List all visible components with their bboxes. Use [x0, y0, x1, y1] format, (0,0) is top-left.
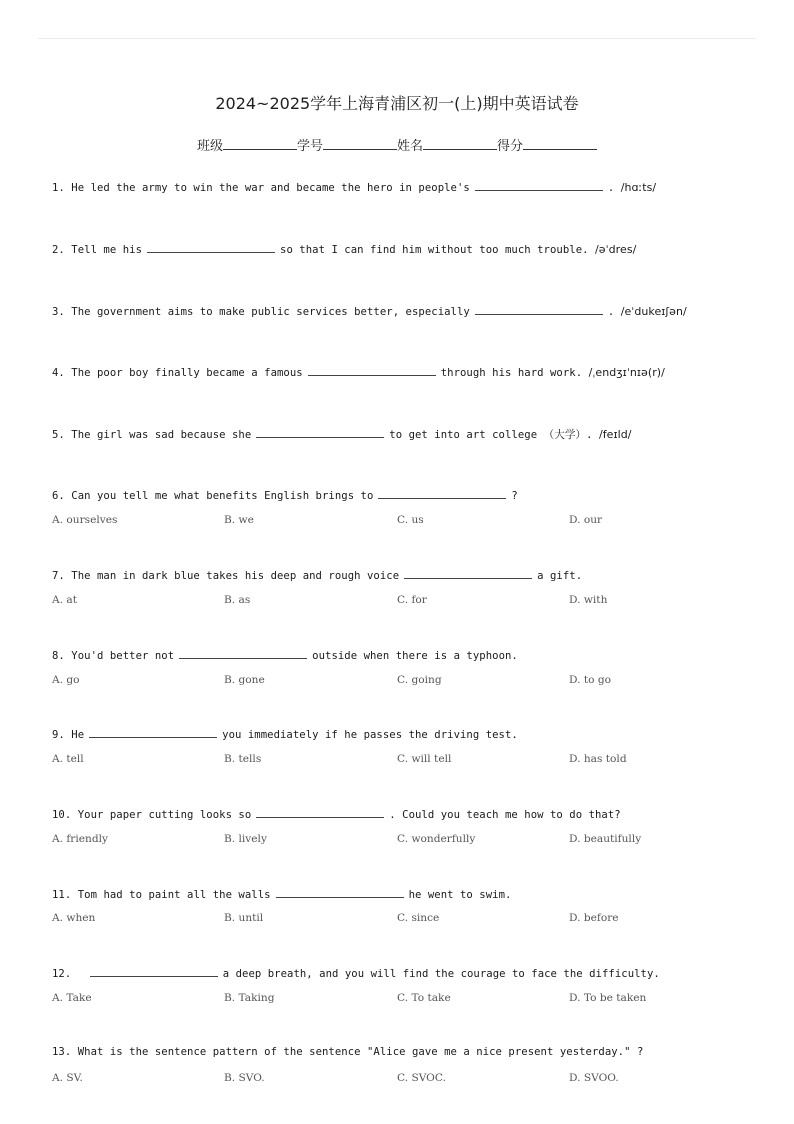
phonetic-hint: /hɑːts/ [620, 181, 657, 194]
question-text-after: . Could you teach me how to do that? [389, 809, 621, 821]
question-text-before: You'd better not [71, 650, 175, 662]
question-number: 6. [52, 490, 65, 502]
answer-blank[interactable] [308, 365, 436, 376]
question-9 [52, 727, 518, 741]
question-text-before: The government aims to make public services better, especially [71, 306, 470, 318]
student-info-line [0, 135, 794, 154]
option-a[interactable]: A. go [52, 674, 80, 686]
question-12 [52, 966, 660, 980]
question-number: 7. [52, 570, 65, 582]
question-text-before: He [71, 729, 85, 741]
question-5 [52, 427, 632, 442]
answer-blank[interactable] [378, 488, 506, 499]
phonetic-hint: /əˈdres/ [595, 243, 637, 256]
option-a[interactable]: A. at [52, 594, 77, 606]
question-text-before: What is the sentence pattern of the sentence "Alice gave me a nice present yesterday." ? [77, 1046, 644, 1058]
option-c[interactable]: C. will tell [397, 753, 452, 765]
phonetic-hint: /feɪld/ [599, 428, 632, 441]
question-number: 11. [52, 889, 72, 901]
option-d[interactable]: D. To be taken [569, 992, 647, 1004]
option-c[interactable]: C. SVOC. [397, 1072, 446, 1084]
question-1 [52, 180, 656, 194]
question-number: 2. [52, 244, 65, 256]
question-3 [52, 304, 687, 318]
question-2 [52, 242, 636, 256]
option-c[interactable]: C. going [397, 674, 442, 686]
question-7 [52, 568, 582, 582]
option-d[interactable]: D. before [569, 912, 619, 924]
student-id-blank[interactable] [323, 137, 397, 150]
question-text-before: He led the army to win the war and became the hero in people's [71, 182, 470, 194]
phonetic-hint: /eˈdukeɪʃən/ [620, 305, 687, 318]
option-b[interactable]: B. tells [224, 753, 262, 765]
question-number: 13. [52, 1046, 72, 1058]
phonetic-hint: /ˌendʒɪˈnɪə(r)/ [588, 366, 665, 379]
option-a[interactable]: A. ourselves [52, 514, 118, 526]
question-11 [52, 887, 511, 901]
exam-title: 2024~2025学年上海青浦区初一(上)期中英语试卷 [215, 94, 579, 113]
option-b[interactable]: B. SVO. [224, 1072, 265, 1084]
option-b[interactable]: B. as [224, 594, 251, 606]
name-field [397, 135, 497, 154]
question-text-after: to get into art college （大学）. [389, 429, 593, 441]
answer-blank[interactable] [147, 242, 275, 253]
question-6 [52, 488, 518, 502]
question-text-after: so that I can find him without too much trouble. [280, 244, 589, 256]
answer-blank[interactable] [256, 427, 384, 438]
option-b[interactable]: B. Taking [224, 992, 275, 1004]
option-d[interactable]: D. beautifully [569, 833, 642, 845]
question-number: 10. [52, 809, 72, 821]
name-blank[interactable] [423, 137, 497, 150]
question-text-before: The man in dark blue takes his deep and rough voice [71, 570, 400, 582]
class-label: 班级 [196, 139, 223, 154]
question-text-before: Your paper cutting looks so [77, 809, 252, 821]
question-number: 8. [52, 650, 65, 662]
option-b[interactable]: B. gone [224, 674, 265, 686]
answer-blank[interactable] [179, 648, 307, 659]
answer-blank[interactable] [256, 807, 384, 818]
option-a[interactable]: A. tell [52, 753, 84, 765]
score-field [497, 135, 597, 154]
page-top-rule [38, 38, 756, 39]
option-a[interactable]: A. SV. [52, 1072, 83, 1084]
question-text-before: The girl was sad because she [71, 429, 252, 441]
question-number: 3. [52, 306, 65, 318]
name-label: 姓名 [397, 139, 424, 154]
question-number: 1. [52, 182, 65, 194]
question-text-after: through his hard work. [440, 367, 583, 379]
answer-blank[interactable] [90, 966, 218, 977]
question-number: 12. [52, 968, 72, 980]
question-text-after: you immediately if he passes the driving test. [222, 729, 518, 741]
question-number: 4. [52, 367, 65, 379]
question-text-after: ? [511, 490, 518, 502]
student-id-label: 学号 [296, 139, 323, 154]
question-text-before: The poor boy finally became a famous [71, 367, 303, 379]
question-text-after: he went to swim. [408, 889, 512, 901]
answer-blank[interactable] [89, 727, 217, 738]
question-text-before: Can you tell me what benefits English brings to [71, 490, 374, 502]
option-d[interactable]: D. to go [569, 674, 612, 686]
option-c[interactable]: C. To take [397, 992, 451, 1004]
question-text-after: a gift. [537, 570, 583, 582]
score-label: 得分 [497, 139, 524, 154]
question-4 [52, 365, 665, 379]
question-number: 9. [52, 729, 65, 741]
answer-blank[interactable] [475, 180, 603, 191]
option-d[interactable]: D. with [569, 594, 608, 606]
option-d[interactable]: D. has told [569, 753, 627, 765]
option-c[interactable]: C. since [397, 912, 440, 924]
option-a[interactable]: A. when [52, 912, 96, 924]
question-text-after: outside when there is a typhoon. [312, 650, 518, 662]
option-d[interactable]: D. SVOO. [569, 1072, 619, 1084]
option-b[interactable]: B. lively [224, 833, 267, 845]
option-c[interactable]: C. wonderfully [397, 833, 476, 845]
answer-blank[interactable] [276, 887, 404, 898]
question-text-before: Tom had to paint all the walls [77, 889, 271, 901]
option-c[interactable]: C. for [397, 594, 427, 606]
question-13 [52, 1046, 643, 1058]
option-d[interactable]: D. our [569, 514, 603, 526]
question-number: 5. [52, 429, 65, 441]
option-c[interactable]: C. us [397, 514, 424, 526]
option-b[interactable]: B. we [224, 514, 254, 526]
question-text-after: . [607, 182, 615, 194]
class-field [197, 135, 297, 154]
answer-blank[interactable] [475, 304, 603, 315]
question-text-after: a deep breath, and you will find the courage to face the difficulty. [222, 968, 660, 980]
option-b[interactable]: B. until [224, 912, 264, 924]
question-text-after: . [607, 306, 615, 318]
answer-blank[interactable] [404, 568, 532, 579]
option-a[interactable]: A. Take [52, 992, 92, 1004]
option-a[interactable]: A. friendly [52, 833, 109, 845]
question-text-before: Tell me his [71, 244, 143, 256]
student-id-field [297, 135, 397, 154]
question-8 [52, 648, 518, 662]
class-blank[interactable] [223, 137, 297, 150]
question-10 [52, 807, 621, 821]
score-blank[interactable] [523, 137, 597, 150]
